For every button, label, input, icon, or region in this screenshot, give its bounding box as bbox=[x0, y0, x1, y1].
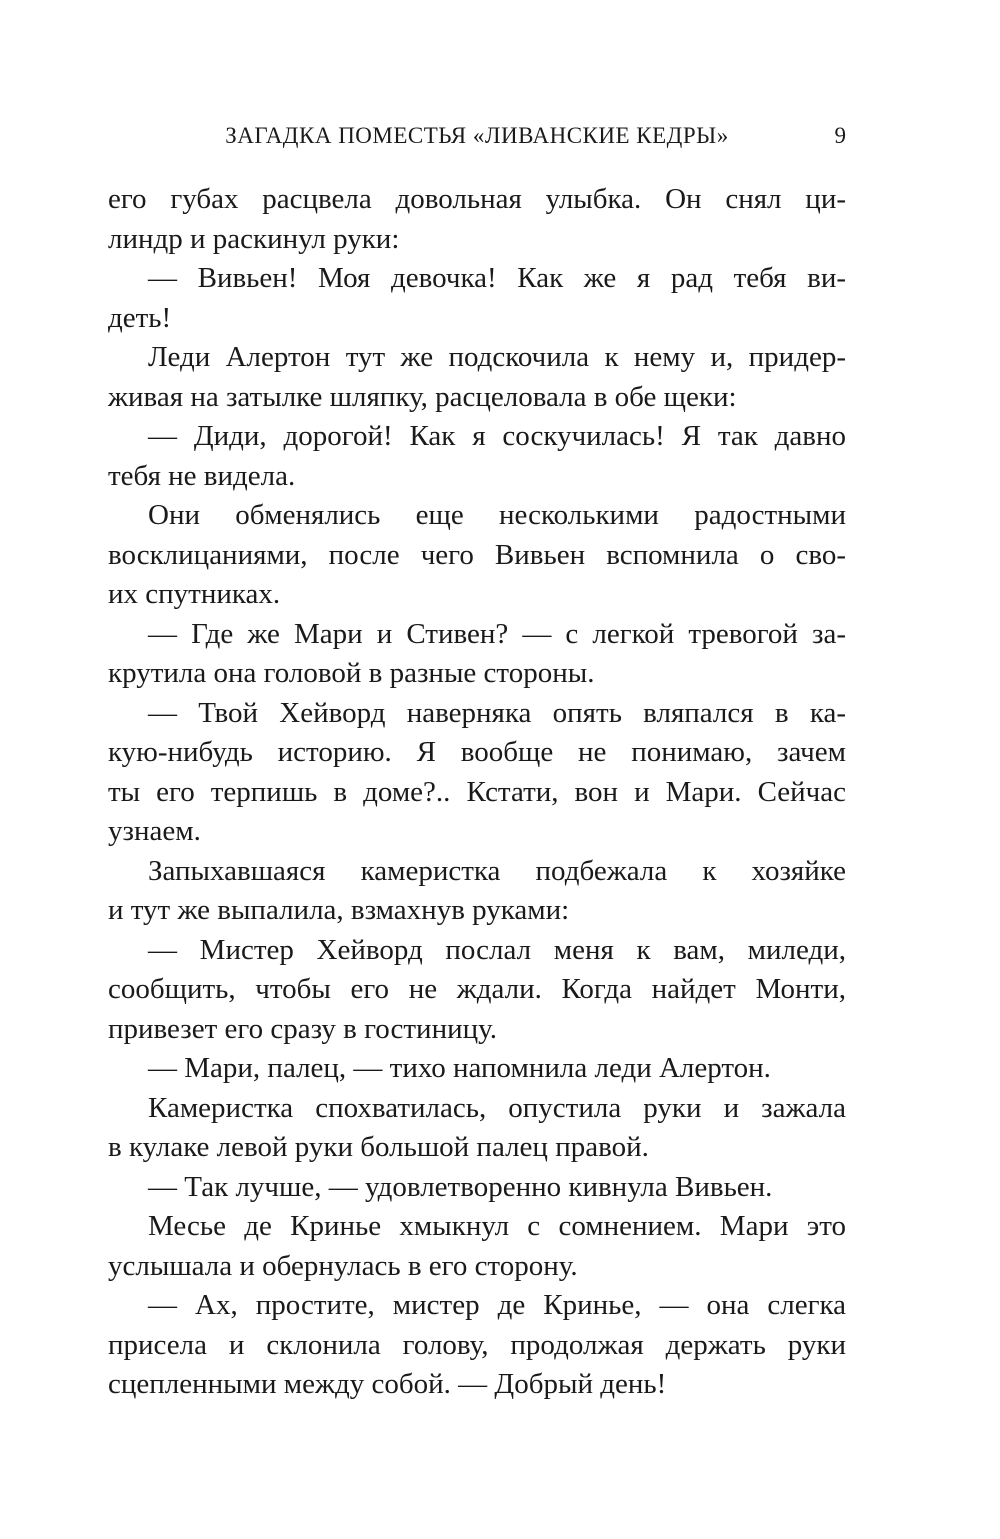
text-line: Запыхавшаяся камеристка подбежала к хозяйке bbox=[148, 854, 846, 887]
text-line: — Мистер Хейворд послал меня к вам, миледи, bbox=[148, 933, 846, 966]
text-line: ты его терпишь в доме?.. Кстати, вон и Мари. Сейчас bbox=[108, 775, 846, 808]
text-line: — Где же Мари и Стивен? — с легкой тревогой за- bbox=[148, 617, 846, 650]
text-line: — Диди, дорогой! Как я соскучилась! Я так давно bbox=[148, 420, 846, 452]
running-head bbox=[108, 118, 846, 154]
text-line: и тут же выпалила, взмахнув руками: bbox=[108, 894, 570, 926]
page-number: 9 bbox=[834, 123, 846, 148]
text-line: их спутниках. bbox=[108, 578, 281, 610]
text-line: крутила она головой в разные стороны. bbox=[108, 657, 595, 689]
text-line: Камеристка спохватилась, опустила руки и зажала bbox=[148, 1091, 846, 1124]
text-line: сообщить, чтобы его не ждали. Когда найдет Монти, bbox=[108, 973, 846, 1005]
text-line: привезет его сразу в гостиницу. bbox=[108, 1012, 497, 1045]
text-line: Они обменялись еще несколькими радостными bbox=[148, 499, 846, 531]
text-line: — Ах, простите, мистер де Кринье, — она слегка bbox=[148, 1289, 846, 1321]
text-line: восклицаниями, после чего Вивьен вспомнила о сво- bbox=[108, 538, 846, 571]
running-title: ЗАГАДКА ПОМЕСТЬЯ «ЛИВАНСКИЕ КЕДРЫ» bbox=[225, 123, 729, 148]
body-text bbox=[108, 180, 846, 1405]
text-line: — Вивьен! Моя девочка! Как же я рад тебя ви- bbox=[148, 262, 846, 294]
text-line: живая на затылке шляпку, расцеловала в обе щеки: bbox=[108, 380, 737, 413]
text-line: тебя не видела. bbox=[108, 459, 296, 492]
text-line: — Твой Хейворд наверняка опять вляпался в ка- bbox=[148, 696, 846, 729]
text-line: в кулаке левой руки большой палец правой. bbox=[108, 1131, 649, 1163]
text-line: узнаем. bbox=[108, 815, 201, 847]
text-line: кую-нибудь историю. Я вообще не понимаю, зачем bbox=[108, 736, 846, 768]
text-line: Леди Алертон тут же подскочила к нему и, придер- bbox=[148, 341, 846, 373]
text-line: присела и склонила голову, продолжая держать руки bbox=[108, 1328, 846, 1361]
text-line: — Мари, палец, — тихо напомнила леди Алертон. bbox=[148, 1052, 771, 1084]
text-line: услышала и обернулась в его сторону. bbox=[108, 1249, 578, 1282]
text-line: линдр и раскинул руки: bbox=[108, 222, 400, 255]
text-line: — Так лучше, — удовлетворенно кивнула Вивьен. bbox=[148, 1170, 773, 1203]
text-line: его губах расцвела довольная улыбка. Он снял ци- bbox=[108, 183, 846, 215]
text-line: Месье де Кринье хмыкнул с сомнением. Мари это bbox=[148, 1210, 846, 1242]
text-line: деть! bbox=[108, 301, 172, 334]
text-line: сцепленными между собой. — Добрый день! bbox=[108, 1368, 667, 1400]
